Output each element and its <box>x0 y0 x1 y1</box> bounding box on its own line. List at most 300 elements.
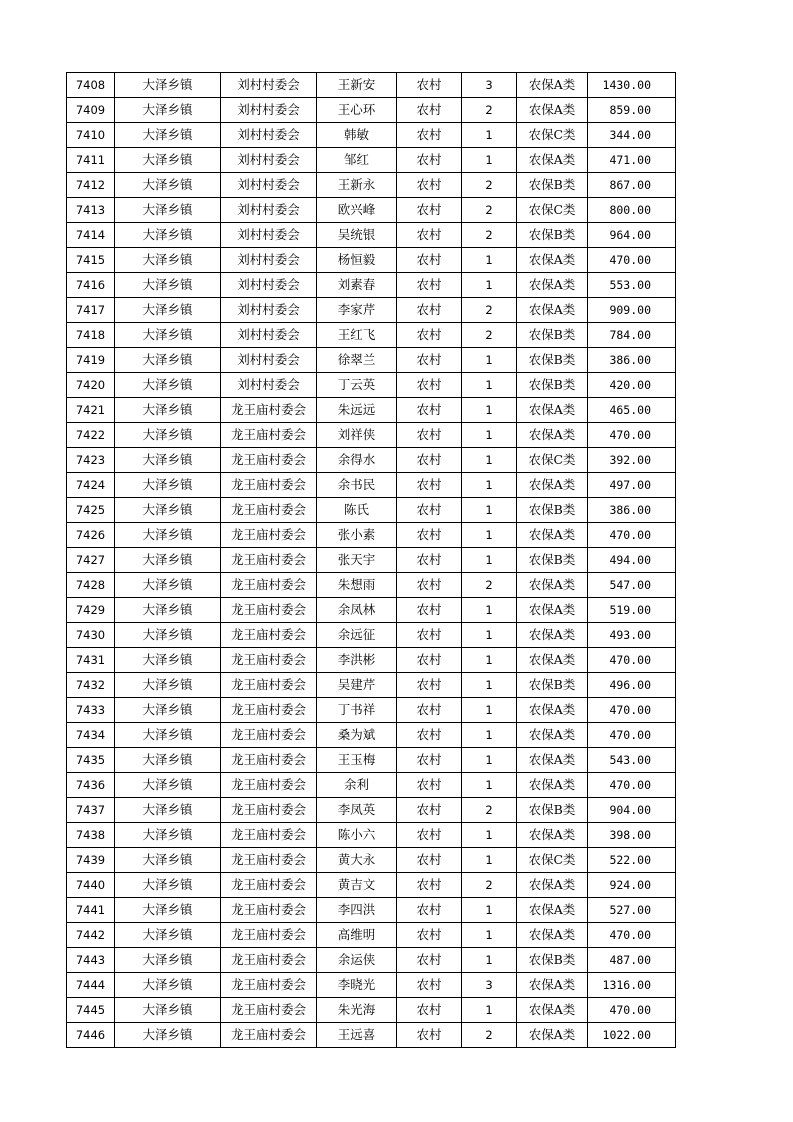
cell-area-type: 农村 <box>397 198 462 223</box>
cell-category: 农保A类 <box>517 923 588 948</box>
cell-area-type: 农村 <box>397 73 462 98</box>
cell-household-size: 1 <box>462 548 517 573</box>
cell-amount: 470.00 <box>588 423 676 448</box>
cell-area-type: 农村 <box>397 623 462 648</box>
cell-id: 7423 <box>67 448 115 473</box>
cell-town: 大泽乡镇 <box>115 973 221 998</box>
cell-village: 龙王庙村委会 <box>221 998 317 1023</box>
cell-household-size: 1 <box>462 598 517 623</box>
cell-town: 大泽乡镇 <box>115 448 221 473</box>
cell-household-size: 2 <box>462 573 517 598</box>
cell-town: 大泽乡镇 <box>115 748 221 773</box>
cell-amount: 904.00 <box>588 798 676 823</box>
cell-amount: 553.00 <box>588 273 676 298</box>
cell-household-size: 1 <box>462 923 517 948</box>
table-row <box>67 198 676 223</box>
cell-amount: 859.00 <box>588 98 676 123</box>
cell-name: 李凤英 <box>317 798 397 823</box>
cell-village: 龙王庙村委会 <box>221 723 317 748</box>
cell-id: 7422 <box>67 423 115 448</box>
cell-area-type: 农村 <box>397 498 462 523</box>
cell-name: 陈氏 <box>317 498 397 523</box>
cell-household-size: 2 <box>462 298 517 323</box>
cell-household-size: 1 <box>462 998 517 1023</box>
cell-category: 农保A类 <box>517 698 588 723</box>
cell-amount: 1316.00 <box>588 973 676 998</box>
cell-amount: 470.00 <box>588 723 676 748</box>
cell-area-type: 农村 <box>397 923 462 948</box>
cell-id: 7428 <box>67 573 115 598</box>
cell-town: 大泽乡镇 <box>115 548 221 573</box>
cell-town: 大泽乡镇 <box>115 423 221 448</box>
cell-category: 农保B类 <box>517 173 588 198</box>
cell-name: 王玉梅 <box>317 748 397 773</box>
cell-name: 黄吉文 <box>317 873 397 898</box>
cell-area-type: 农村 <box>397 248 462 273</box>
cell-village: 龙王庙村委会 <box>221 598 317 623</box>
cell-name: 高维明 <box>317 923 397 948</box>
cell-town: 大泽乡镇 <box>115 298 221 323</box>
cell-category: 农保A类 <box>517 748 588 773</box>
cell-amount: 470.00 <box>588 773 676 798</box>
cell-town: 大泽乡镇 <box>115 73 221 98</box>
cell-village: 刘村村委会 <box>221 373 317 398</box>
cell-household-size: 1 <box>462 523 517 548</box>
table-row <box>67 823 676 848</box>
cell-amount: 493.00 <box>588 623 676 648</box>
cell-household-size: 1 <box>462 673 517 698</box>
cell-id: 7418 <box>67 323 115 348</box>
cell-name: 李家芹 <box>317 298 397 323</box>
cell-household-size: 1 <box>462 148 517 173</box>
table-row <box>67 1023 676 1048</box>
cell-category: 农保A类 <box>517 623 588 648</box>
table-row <box>67 148 676 173</box>
cell-amount: 543.00 <box>588 748 676 773</box>
cell-name: 余利 <box>317 773 397 798</box>
cell-area-type: 农村 <box>397 573 462 598</box>
cell-id: 7424 <box>67 473 115 498</box>
table-row <box>67 923 676 948</box>
cell-name: 余凤林 <box>317 598 397 623</box>
cell-amount: 487.00 <box>588 948 676 973</box>
cell-town: 大泽乡镇 <box>115 623 221 648</box>
cell-id: 7415 <box>67 248 115 273</box>
cell-amount: 470.00 <box>588 523 676 548</box>
table-row <box>67 498 676 523</box>
cell-name: 朱光海 <box>317 998 397 1023</box>
cell-category: 农保A类 <box>517 398 588 423</box>
cell-town: 大泽乡镇 <box>115 948 221 973</box>
cell-amount: 420.00 <box>588 373 676 398</box>
cell-amount: 470.00 <box>588 248 676 273</box>
cell-amount: 784.00 <box>588 323 676 348</box>
cell-name: 余书民 <box>317 473 397 498</box>
cell-household-size: 1 <box>462 398 517 423</box>
cell-village: 刘村村委会 <box>221 348 317 373</box>
table-row <box>67 298 676 323</box>
cell-amount: 494.00 <box>588 548 676 573</box>
table-row <box>67 748 676 773</box>
cell-village: 刘村村委会 <box>221 98 317 123</box>
cell-category: 农保A类 <box>517 1023 588 1048</box>
cell-id: 7433 <box>67 698 115 723</box>
cell-id: 7445 <box>67 998 115 1023</box>
cell-category: 农保B类 <box>517 323 588 348</box>
cell-name: 徐翠兰 <box>317 348 397 373</box>
cell-amount: 522.00 <box>588 848 676 873</box>
cell-household-size: 2 <box>462 1023 517 1048</box>
cell-household-size: 1 <box>462 473 517 498</box>
cell-area-type: 农村 <box>397 1023 462 1048</box>
cell-household-size: 2 <box>462 173 517 198</box>
cell-household-size: 2 <box>462 223 517 248</box>
cell-town: 大泽乡镇 <box>115 998 221 1023</box>
cell-village: 龙王庙村委会 <box>221 398 317 423</box>
cell-name: 余得水 <box>317 448 397 473</box>
cell-amount: 470.00 <box>588 698 676 723</box>
cell-area-type: 农村 <box>397 473 462 498</box>
table-row <box>67 598 676 623</box>
cell-village: 刘村村委会 <box>221 173 317 198</box>
cell-name: 吴统银 <box>317 223 397 248</box>
table-row <box>67 448 676 473</box>
cell-village: 刘村村委会 <box>221 223 317 248</box>
cell-area-type: 农村 <box>397 823 462 848</box>
cell-name: 朱想雨 <box>317 573 397 598</box>
cell-town: 大泽乡镇 <box>115 598 221 623</box>
table-row <box>67 548 676 573</box>
cell-town: 大泽乡镇 <box>115 323 221 348</box>
cell-name: 王新永 <box>317 173 397 198</box>
table-row <box>67 323 676 348</box>
cell-name: 欧兴峰 <box>317 198 397 223</box>
cell-town: 大泽乡镇 <box>115 373 221 398</box>
cell-town: 大泽乡镇 <box>115 573 221 598</box>
cell-village: 龙王庙村委会 <box>221 748 317 773</box>
cell-household-size: 1 <box>462 848 517 873</box>
cell-town: 大泽乡镇 <box>115 198 221 223</box>
cell-category: 农保B类 <box>517 798 588 823</box>
cell-name: 朱远远 <box>317 398 397 423</box>
cell-category: 农保B类 <box>517 223 588 248</box>
table-row <box>67 123 676 148</box>
cell-amount: 1430.00 <box>588 73 676 98</box>
table-row <box>67 698 676 723</box>
cell-amount: 344.00 <box>588 123 676 148</box>
cell-household-size: 2 <box>462 323 517 348</box>
table-row <box>67 73 676 98</box>
cell-id: 7446 <box>67 1023 115 1048</box>
cell-area-type: 农村 <box>397 398 462 423</box>
cell-village: 刘村村委会 <box>221 273 317 298</box>
cell-id: 7440 <box>67 873 115 898</box>
cell-amount: 519.00 <box>588 598 676 623</box>
cell-id: 7436 <box>67 773 115 798</box>
cell-town: 大泽乡镇 <box>115 898 221 923</box>
cell-village: 刘村村委会 <box>221 123 317 148</box>
cell-amount: 470.00 <box>588 923 676 948</box>
cell-household-size: 1 <box>462 948 517 973</box>
cell-village: 龙王庙村委会 <box>221 473 317 498</box>
table-row <box>67 723 676 748</box>
table-row <box>67 648 676 673</box>
cell-household-size: 2 <box>462 798 517 823</box>
cell-name: 王远喜 <box>317 1023 397 1048</box>
cell-amount: 527.00 <box>588 898 676 923</box>
cell-area-type: 农村 <box>397 848 462 873</box>
cell-area-type: 农村 <box>397 673 462 698</box>
cell-town: 大泽乡镇 <box>115 273 221 298</box>
cell-area-type: 农村 <box>397 648 462 673</box>
cell-household-size: 1 <box>462 898 517 923</box>
cell-village: 龙王庙村委会 <box>221 898 317 923</box>
cell-area-type: 农村 <box>397 998 462 1023</box>
cell-village: 龙王庙村委会 <box>221 423 317 448</box>
table-row <box>67 973 676 998</box>
cell-village: 刘村村委会 <box>221 73 317 98</box>
cell-category: 农保A类 <box>517 248 588 273</box>
cell-town: 大泽乡镇 <box>115 398 221 423</box>
cell-household-size: 1 <box>462 648 517 673</box>
cell-amount: 386.00 <box>588 498 676 523</box>
cell-area-type: 农村 <box>397 223 462 248</box>
table-row <box>67 998 676 1023</box>
cell-household-size: 1 <box>462 348 517 373</box>
cell-household-size: 3 <box>462 973 517 998</box>
cell-area-type: 农村 <box>397 373 462 398</box>
table-row <box>67 673 676 698</box>
cell-id: 7442 <box>67 923 115 948</box>
table-row <box>67 798 676 823</box>
cell-id: 7411 <box>67 148 115 173</box>
cell-area-type: 农村 <box>397 723 462 748</box>
cell-area-type: 农村 <box>397 348 462 373</box>
cell-id: 7434 <box>67 723 115 748</box>
table-row <box>67 523 676 548</box>
cell-id: 7409 <box>67 98 115 123</box>
cell-id: 7426 <box>67 523 115 548</box>
cell-amount: 924.00 <box>588 873 676 898</box>
cell-household-size: 1 <box>462 773 517 798</box>
cell-household-size: 1 <box>462 498 517 523</box>
table-row <box>67 348 676 373</box>
cell-id: 7412 <box>67 173 115 198</box>
cell-area-type: 农村 <box>397 148 462 173</box>
cell-area-type: 农村 <box>397 298 462 323</box>
cell-id: 7413 <box>67 198 115 223</box>
cell-town: 大泽乡镇 <box>115 648 221 673</box>
cell-category: 农保A类 <box>517 973 588 998</box>
cell-area-type: 农村 <box>397 698 462 723</box>
cell-id: 7427 <box>67 548 115 573</box>
cell-area-type: 农村 <box>397 323 462 348</box>
cell-area-type: 农村 <box>397 798 462 823</box>
cell-village: 龙王庙村委会 <box>221 573 317 598</box>
cell-amount: 800.00 <box>588 198 676 223</box>
cell-household-size: 1 <box>462 623 517 648</box>
cell-id: 7435 <box>67 748 115 773</box>
cell-id: 7419 <box>67 348 115 373</box>
cell-category: 农保B类 <box>517 498 588 523</box>
cell-town: 大泽乡镇 <box>115 498 221 523</box>
cell-village: 刘村村委会 <box>221 198 317 223</box>
cell-village: 龙王庙村委会 <box>221 973 317 998</box>
cell-id: 7410 <box>67 123 115 148</box>
cell-area-type: 农村 <box>397 973 462 998</box>
cell-village: 龙王庙村委会 <box>221 673 317 698</box>
cell-town: 大泽乡镇 <box>115 923 221 948</box>
cell-category: 农保C类 <box>517 123 588 148</box>
cell-id: 7430 <box>67 623 115 648</box>
cell-category: 农保A类 <box>517 598 588 623</box>
cell-amount: 964.00 <box>588 223 676 248</box>
cell-town: 大泽乡镇 <box>115 98 221 123</box>
table-row <box>67 273 676 298</box>
cell-id: 7431 <box>67 648 115 673</box>
cell-category: 农保A类 <box>517 573 588 598</box>
cell-area-type: 农村 <box>397 748 462 773</box>
table-row <box>67 173 676 198</box>
cell-name: 余运侠 <box>317 948 397 973</box>
cell-category: 农保A类 <box>517 423 588 448</box>
cell-category: 农保A类 <box>517 898 588 923</box>
cell-category: 农保A类 <box>517 73 588 98</box>
cell-village: 刘村村委会 <box>221 298 317 323</box>
cell-name: 杨恒毅 <box>317 248 397 273</box>
cell-household-size: 1 <box>462 448 517 473</box>
cell-amount: 470.00 <box>588 998 676 1023</box>
cell-village: 龙王庙村委会 <box>221 923 317 948</box>
cell-amount: 497.00 <box>588 473 676 498</box>
cell-town: 大泽乡镇 <box>115 523 221 548</box>
cell-amount: 398.00 <box>588 823 676 848</box>
cell-town: 大泽乡镇 <box>115 248 221 273</box>
cell-village: 龙王庙村委会 <box>221 798 317 823</box>
cell-category: 农保B类 <box>517 548 588 573</box>
table-row <box>67 948 676 973</box>
cell-name: 刘祥侠 <box>317 423 397 448</box>
cell-area-type: 农村 <box>397 873 462 898</box>
table-row <box>67 898 676 923</box>
cell-town: 大泽乡镇 <box>115 348 221 373</box>
cell-amount: 909.00 <box>588 298 676 323</box>
cell-category: 农保A类 <box>517 298 588 323</box>
cell-household-size: 1 <box>462 123 517 148</box>
cell-town: 大泽乡镇 <box>115 173 221 198</box>
cell-name: 王心环 <box>317 98 397 123</box>
cell-category: 农保A类 <box>517 723 588 748</box>
cell-name: 邹红 <box>317 148 397 173</box>
table-row <box>67 248 676 273</box>
table-row <box>67 373 676 398</box>
cell-village: 龙王庙村委会 <box>221 648 317 673</box>
cell-area-type: 农村 <box>397 773 462 798</box>
cell-name: 李晓光 <box>317 973 397 998</box>
cell-id: 7420 <box>67 373 115 398</box>
cell-village: 龙王庙村委会 <box>221 698 317 723</box>
cell-village: 刘村村委会 <box>221 323 317 348</box>
cell-household-size: 1 <box>462 248 517 273</box>
cell-id: 7421 <box>67 398 115 423</box>
cell-household-size: 1 <box>462 373 517 398</box>
table-row <box>67 223 676 248</box>
cell-name: 丁书祥 <box>317 698 397 723</box>
cell-category: 农保A类 <box>517 998 588 1023</box>
table-row <box>67 623 676 648</box>
cell-village: 龙王庙村委会 <box>221 1023 317 1048</box>
cell-category: 农保C类 <box>517 448 588 473</box>
cell-name: 刘素春 <box>317 273 397 298</box>
cell-household-size: 1 <box>462 698 517 723</box>
cell-village: 龙王庙村委会 <box>221 548 317 573</box>
cell-id: 7438 <box>67 823 115 848</box>
cell-name: 李洪彬 <box>317 648 397 673</box>
cell-category: 农保A类 <box>517 773 588 798</box>
cell-name: 丁云英 <box>317 373 397 398</box>
cell-amount: 867.00 <box>588 173 676 198</box>
cell-category: 农保A类 <box>517 473 588 498</box>
cell-village: 龙王庙村委会 <box>221 873 317 898</box>
cell-household-size: 3 <box>462 73 517 98</box>
cell-town: 大泽乡镇 <box>115 223 221 248</box>
cell-id: 7437 <box>67 798 115 823</box>
cell-household-size: 2 <box>462 98 517 123</box>
cell-id: 7443 <box>67 948 115 973</box>
cell-amount: 1022.00 <box>588 1023 676 1048</box>
cell-id: 7416 <box>67 273 115 298</box>
cell-id: 7417 <box>67 298 115 323</box>
cell-name: 黄大永 <box>317 848 397 873</box>
cell-town: 大泽乡镇 <box>115 673 221 698</box>
cell-village: 龙王庙村委会 <box>221 448 317 473</box>
cell-category: 农保C类 <box>517 848 588 873</box>
cell-amount: 386.00 <box>588 348 676 373</box>
cell-category: 农保C类 <box>517 198 588 223</box>
cell-village: 龙王庙村委会 <box>221 773 317 798</box>
cell-household-size: 1 <box>462 723 517 748</box>
cell-area-type: 农村 <box>397 98 462 123</box>
table-row <box>67 848 676 873</box>
cell-amount: 471.00 <box>588 148 676 173</box>
cell-name: 张小素 <box>317 523 397 548</box>
table-row <box>67 473 676 498</box>
cell-village: 龙王庙村委会 <box>221 823 317 848</box>
cell-town: 大泽乡镇 <box>115 773 221 798</box>
cell-id: 7444 <box>67 973 115 998</box>
cell-household-size: 2 <box>462 873 517 898</box>
cell-village: 龙王庙村委会 <box>221 848 317 873</box>
cell-household-size: 1 <box>462 748 517 773</box>
cell-area-type: 农村 <box>397 273 462 298</box>
cell-town: 大泽乡镇 <box>115 873 221 898</box>
cell-id: 7425 <box>67 498 115 523</box>
cell-name: 李四洪 <box>317 898 397 923</box>
table-row <box>67 423 676 448</box>
cell-name: 陈小六 <box>317 823 397 848</box>
roster-body <box>67 73 676 1048</box>
cell-category: 农保B类 <box>517 673 588 698</box>
cell-id: 7441 <box>67 898 115 923</box>
cell-category: 农保A类 <box>517 273 588 298</box>
cell-id: 7429 <box>67 598 115 623</box>
cell-category: 农保A类 <box>517 648 588 673</box>
cell-id: 7439 <box>67 848 115 873</box>
cell-town: 大泽乡镇 <box>115 1023 221 1048</box>
cell-id: 7432 <box>67 673 115 698</box>
cell-name: 韩敏 <box>317 123 397 148</box>
cell-id: 7414 <box>67 223 115 248</box>
